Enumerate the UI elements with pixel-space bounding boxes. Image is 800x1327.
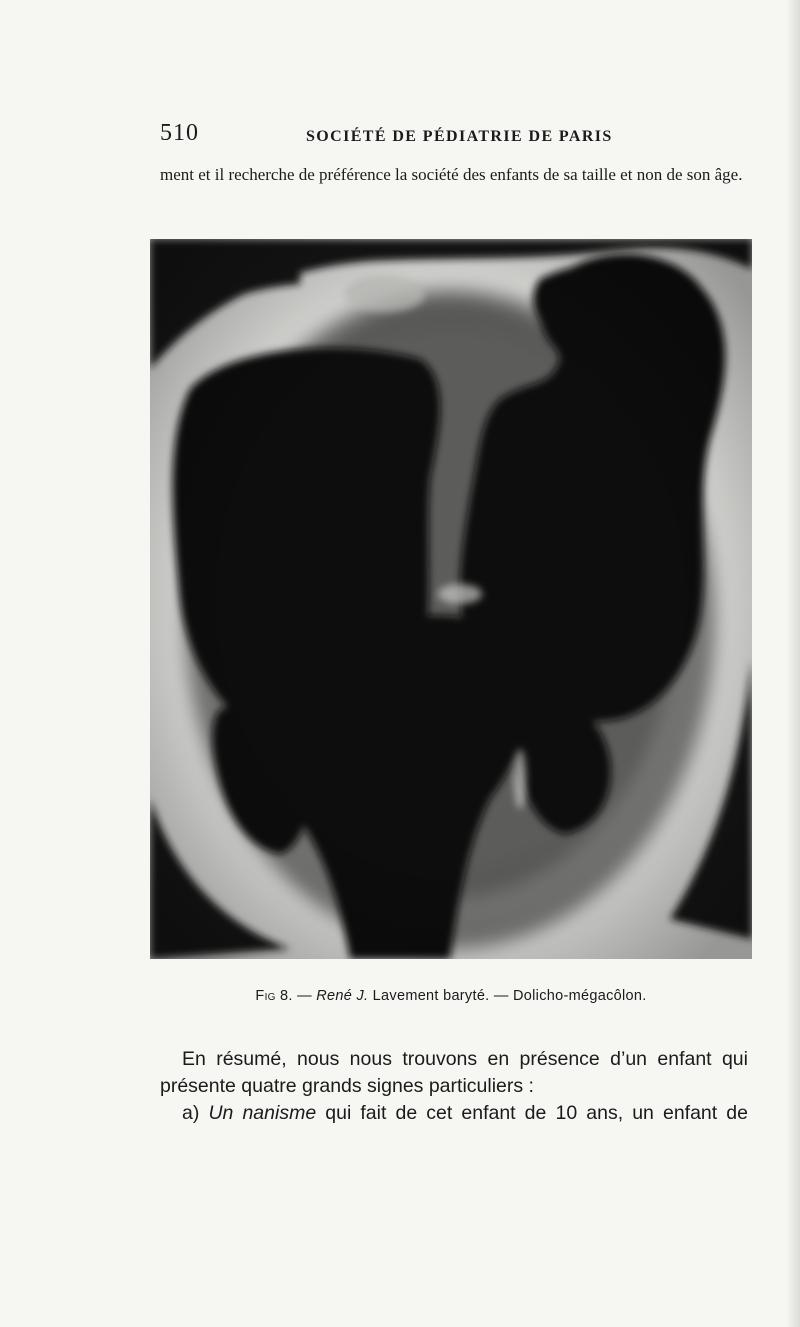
caption-dash: — [297,988,312,1004]
page-number: 510 [160,120,199,146]
summary-line-3-rest: qui fait de cet enfant de 10 ans, un enfant de [325,1102,748,1124]
figure-caption [150,988,752,1004]
caption-patient-name: René J. [316,988,369,1004]
running-head: SOCIÉTÉ DE PÉDIATRIE DE PARIS [306,128,613,145]
emphasis-nanisme: Un nanisme [208,1102,317,1124]
page-edge-shadow [786,0,800,1327]
summary-line-2: présente quatre grands signes particuliers : [160,1075,534,1097]
radiograph-image [150,239,752,959]
paragraph-summary [160,1046,748,1127]
paragraph-top: ment et il recherche de préférence la société des enfants de sa taille et non de son âge. [160,165,743,184]
caption-figure-label: Fig 8. [255,988,293,1004]
summary-line-1: En résumé, nous nous trouvons en présence d’un enfant qui [182,1048,748,1070]
caption-description: Lavement baryté. [372,988,490,1004]
figure-radiograph [150,239,752,959]
caption-diagnosis: Dolicho-mégacôlon. [513,988,647,1004]
list-marker: a) [182,1102,200,1124]
caption-dash-2: — [493,988,509,1004]
summary-line-3 [160,1100,748,1127]
